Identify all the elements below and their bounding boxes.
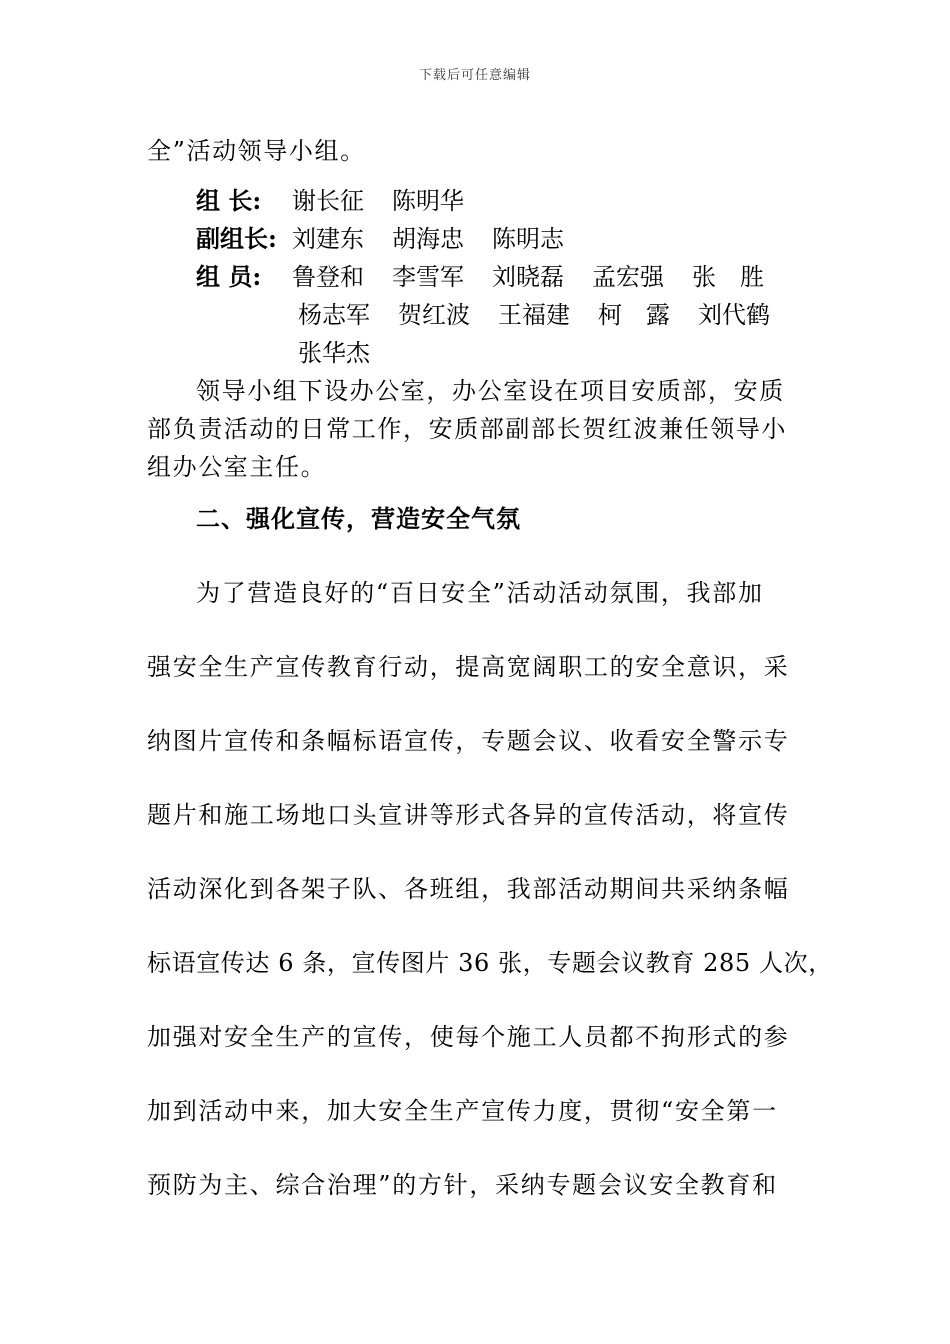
roster-members-row-3 bbox=[298, 338, 398, 368]
member-name: 刘代鹤 bbox=[698, 301, 770, 329]
body-para-line: 题片和施工场地口头宣讲等形式各异的宣传活动，将宣传 bbox=[147, 801, 790, 829]
member-name: 张华杰 bbox=[298, 339, 370, 367]
member-name: 柯 露 bbox=[598, 301, 670, 329]
intro-tail-line: 全”活动领导小组。 bbox=[147, 137, 366, 165]
member-name: 李雪军 bbox=[392, 263, 464, 291]
member-name: 张 胜 bbox=[692, 263, 764, 291]
member-name: 贺红波 bbox=[398, 301, 470, 329]
member-name: 谢长征 bbox=[292, 187, 364, 215]
page-header: 下载后可任意编辑 bbox=[418, 68, 531, 83]
office-para-line: 组办公室主任。 bbox=[147, 453, 327, 481]
member-name: 王福建 bbox=[498, 301, 570, 329]
body-para-line: 纳图片宣传和条幅标语宣传，专题会议、收看安全警示专 bbox=[147, 727, 790, 755]
roster-deputy-row bbox=[196, 224, 592, 254]
roster-members-row-2 bbox=[298, 300, 798, 330]
roster-members-row-1 bbox=[196, 262, 792, 292]
member-name: 刘建东 bbox=[292, 225, 364, 253]
roster-leader-row bbox=[196, 186, 492, 216]
body-para-line: 强安全生产宣传教育行动，提高宽阔职工的安全意识，采 bbox=[147, 653, 790, 681]
member-name: 孟宏强 bbox=[592, 263, 664, 291]
role-label-deputy: 副组长: bbox=[196, 224, 277, 253]
body-para-line: 预防为主、综合治理”的方针，采纳专题会议安全教育和 bbox=[147, 1171, 778, 1199]
role-label-leader: 组 长: bbox=[196, 186, 262, 215]
office-para-line: 部负责活动的日常工作，安质部副部长贺红波兼任领导小 bbox=[147, 415, 787, 443]
member-name: 鲁登和 bbox=[292, 263, 364, 291]
body-para-line: 加到活动中来，加大安全生产宣传力度，贯彻“安全第一 bbox=[147, 1097, 778, 1125]
member-name: 刘晓磊 bbox=[492, 263, 564, 291]
office-para-line: 领导小组下设办公室，办公室设在项目安质部，安质 bbox=[196, 377, 785, 405]
member-name: 杨志军 bbox=[298, 301, 370, 329]
role-label-members: 组 员: bbox=[196, 262, 262, 291]
body-para-line: 为了营造良好的“百日安全”活动活动氛围，我部加 bbox=[196, 579, 764, 607]
body-para-line: 标语宣传达 6 条，宣传图片 36 张，专题会议教育 285 人次， bbox=[147, 949, 833, 977]
member-name: 陈明志 bbox=[492, 225, 564, 253]
body-para-line: 活动深化到各架子队、各班组，我部活动期间共采纳条幅 bbox=[147, 875, 790, 903]
member-name: 陈明华 bbox=[392, 187, 464, 215]
body-para-line: 加强对安全生产的宣传，使每个施工人员都不拘形式的参 bbox=[147, 1023, 790, 1051]
section-heading: 二、强化宣传，营造安全气氛 bbox=[196, 504, 521, 533]
member-name: 胡海忠 bbox=[392, 225, 464, 253]
